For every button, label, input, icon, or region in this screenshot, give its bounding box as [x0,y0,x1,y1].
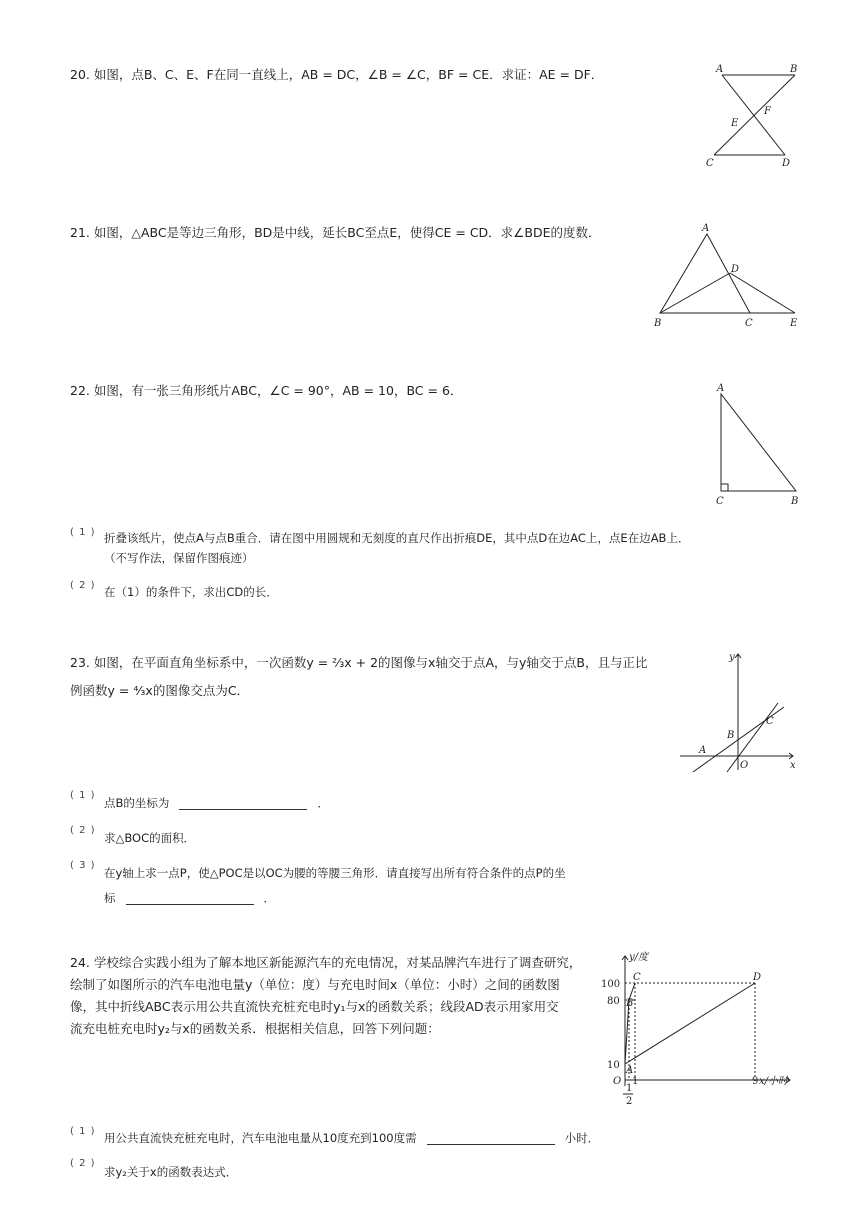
answer-blank[interactable] [126,892,254,905]
label-C: C [633,972,641,983]
label-B: B [654,318,662,329]
tick-half-den: 2 [626,1096,633,1107]
q24-part2-number: ( 2 ) [70,1158,96,1169]
q23-part3-line1: 在y轴上求一点P，使△POC是以OC为腰的等腰三角形．请直接写出所有符合条件的点P的坐 [104,866,566,880]
label-C: C [706,158,714,169]
tick-half-num: 1 [626,1083,633,1094]
label-y-axis: y/度 [629,952,649,963]
q22-text: 22. 如图，有一张三角形纸片ABC，∠C = 90°，AB = 10，BC = 6． [70,383,463,398]
label-O: O [740,760,749,771]
label-B: B [791,496,799,507]
label-D: D [782,158,791,169]
label-A: A [626,1065,634,1076]
label-C: C [766,716,774,727]
label-A: A [702,223,710,234]
label-D: D [731,264,740,275]
q22-part2-line1: 在（1）的条件下，求出CD的长． [104,585,278,599]
label-O: O [613,1076,622,1087]
label-C: C [745,318,753,329]
q24-line2: 绘制了如图所示的汽车电池电量y（单位：度）与充电时间x（单位：小时）之间的函数图 [70,977,560,992]
label-B: B [626,998,634,1009]
q20-text: 20. 如图，点B、C、E、F在同一直线上，AB = DC，∠B = ∠C，BF = CE．求证：AE = DF． [70,67,604,82]
label-x: x [790,760,796,771]
q24-part1-number: ( 1 ) [70,1126,96,1137]
q24-line1: 24. 学校综合实践小组为了解本地区新能源汽车的充电情况，对某品牌汽车进行了调查研究， [70,955,582,970]
label-x-axis: x/小时 [759,1076,789,1087]
q22-part2-number: ( 2 ) [70,580,96,591]
q24-line3: 像，其中折线ABC表示用公共直流快充桩充电时y₁与x的函数关系；线段AD表示用家用交 [70,999,559,1014]
tick-80: 80 [607,996,620,1007]
label-B: B [790,64,798,75]
tick-9: 9 [752,1076,759,1087]
label-C: C [716,496,724,507]
label-A: A [699,745,707,756]
q23-part1-number: ( 1 ) [70,790,96,801]
q23-part3-line2: 标 ． [104,891,275,905]
tick-10: 10 [607,1060,620,1071]
q22-figure [710,380,810,510]
label-A: A [716,64,724,75]
label-y: y [729,652,735,663]
label-F: F [764,106,771,117]
q23-part2-line1: 求△BOC的面积． [104,831,196,845]
q21-figure [650,220,810,335]
tick-100: 100 [601,979,621,990]
q23-part2-number: ( 2 ) [70,825,96,836]
q24-line4: 流充电桩充电时y₂与x的函数关系．根据相关信息，回答下列问题： [70,1021,440,1036]
tick-1: 1 [632,1076,639,1087]
q23-part1: 点B的坐标为 ． [104,796,329,810]
label-B: B [727,730,735,741]
q23-part3-number: ( 3 ) [70,860,96,871]
label-E: E [731,118,739,129]
q22-part1-line2: （不写作法，保留作图痕迹） [104,551,254,565]
q24-part1: 用公共直流快充桩充电时，汽车电池电量从10度充到100度需 小时． [104,1131,600,1145]
q21-text: 21. 如图，△ABC是等边三角形，BD是中线，延长BC至点E，使得CE = CD．求∠BDE的度数． [70,225,601,240]
q23-line2: 例函数y = ⁴⁄₃x的图像交点为C． [70,683,250,698]
q23-figure [680,648,805,773]
answer-blank[interactable] [179,797,307,810]
answer-blank[interactable] [427,1132,555,1145]
label-A: A [717,383,725,394]
label-D: D [753,972,762,983]
q20-figure [700,62,810,177]
q22-part1-number: ( 1 ) [70,527,96,538]
label-E: E [790,318,798,329]
q24-part2-line1: 求y₂关于x的函数表达式． [104,1165,238,1179]
q23-line1: 23. 如图，在平面直角坐标系中，一次函数y = ⅔x + 2的图像与x轴交于点A，与y轴交于点B，且与正比 [70,655,648,670]
q24-graph [595,950,805,1110]
q22-part1-line1: 折叠该纸片，使点A与点B重合．请在图中用圆规和无刻度的直尺作出折痕DE，其中点D在边AC上，点E在边AB上． [104,531,690,545]
